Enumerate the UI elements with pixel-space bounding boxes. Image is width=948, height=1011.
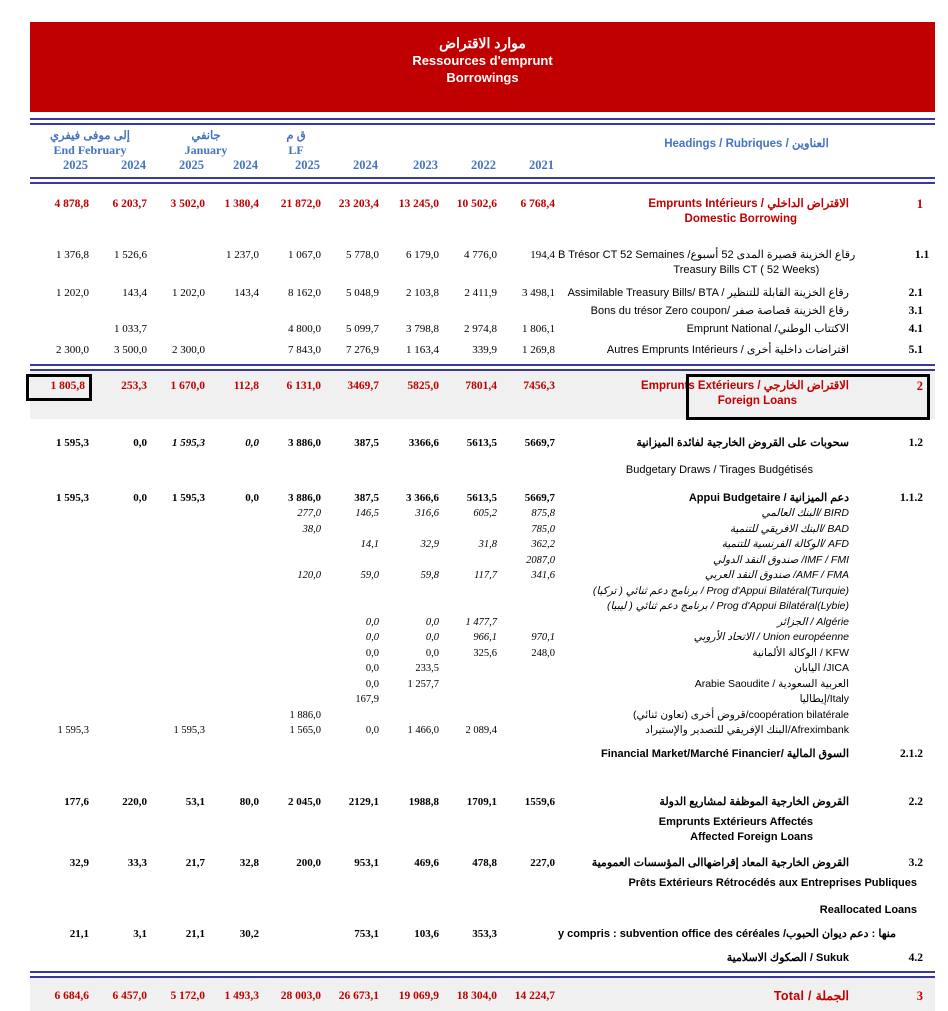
value-cell: 0,0 [365,632,379,643]
row-label-line: الوكالة الفرنسية للتنمية/ AFD [721,538,849,550]
row-label [558,989,855,1004]
value-cell: 233,5 [415,663,439,674]
value-cell: 970,1 [531,632,555,643]
value-cell: 2 300,0 [56,344,89,356]
table-row [30,322,935,337]
headings-label: Headings / Rubriques / العناوين [664,138,829,150]
value-cell: 167,9 [355,694,379,705]
value-cell: 103,6 [414,927,439,940]
value-cell: 2 089,4 [465,725,497,736]
row-number: 1.1 [914,249,930,261]
header-group-lf [262,129,324,157]
value-cell: 1559,6 [524,795,555,808]
year-column-label: 2025 [295,158,320,172]
row-label [558,343,855,358]
row-number: 3 [916,988,923,1003]
divider-rule [30,177,935,184]
table-row [30,646,935,662]
row-label-line: Total / الجملة [773,988,849,1003]
row-label-line: Assimilable Treasury Bills/ BTA / رقاع الخزينة القابلة للتنظير [567,287,849,299]
title-band [30,22,935,112]
row-label [558,692,855,708]
value-cell: 3 798,8 [406,323,439,335]
table-row [30,522,935,538]
title-english: Borrowings [446,70,519,85]
table-row [30,491,935,506]
value-cell: 53,1 [185,795,205,808]
divider-rule [30,971,935,978]
table-row [30,677,935,693]
value-cell: 2 103,8 [406,287,439,299]
value-cell: 10 502,6 [456,198,497,210]
value-cell: 478,8 [472,856,497,869]
row-label-line: Emprunts Extérieurs / الاقتراض الخارجي [641,380,849,392]
value-cell: 1 380,4 [224,198,259,210]
value-cell: 1 163,4 [406,344,439,356]
year-column-label: 2021 [529,158,554,172]
value-cell: 0,0 [365,678,379,690]
row-number: 5.1 [908,344,923,356]
value-cell: 0,0 [425,632,439,643]
value-cell: 4 800,0 [288,323,321,335]
row-number: 3.2 [908,856,923,869]
row-label [558,646,855,662]
value-cell: 13 245,0 [398,198,439,210]
value-cell: 2087,0 [526,554,555,566]
value-cell: 753,1 [354,927,379,940]
value-cell: 120,0 [297,570,321,581]
row-label-line: Treasury Bills CT ( 52 Weeks) [673,264,820,276]
row-label [558,379,855,409]
row-label [558,322,855,337]
value-cell: 353,3 [472,927,497,940]
value-cell: 339,9 [472,344,497,356]
header-group-english: LF [288,143,304,157]
value-cell: 605,2 [473,508,497,519]
row-label [558,677,855,693]
row-label-line: Emprunts Extérieurs Affectés [658,815,813,828]
value-cell: 6 457,0 [112,989,147,1002]
year-column-label: 2024 [233,158,258,172]
row-label-line: Arabie Saoudite / العربية السعودية [694,677,849,690]
value-cell: 1 202,0 [172,287,205,299]
row-label-line: y compris : subvention office des céréales /منها : دعم ديوان الحبوب [558,927,896,940]
row-label-line: الاتحاد الأروبي / Union européenne [693,631,849,643]
row-label-line: البنك الإفريقي للتصدير والإستيراد/Afreximbank [645,724,849,736]
value-cell: 28 003,0 [280,989,321,1002]
value-cell: 3 502,0 [170,198,205,210]
row-label-line: Financial Market/Marché Financier/ السوق المالية [600,747,849,760]
title-french: Ressources d'emprunt [412,53,553,68]
value-cell: 1 595,3 [57,725,89,736]
value-cell: 5 048,9 [346,287,379,299]
table-row [30,951,935,966]
value-cell: 4 878,8 [54,198,89,210]
value-cell: 953,1 [354,856,379,869]
value-cell: 1 886,0 [289,709,321,721]
table-row [30,708,935,724]
value-cell: 23 203,4 [338,198,379,210]
row-number: 4.2 [908,951,923,964]
value-cell: 6 179,0 [406,249,439,261]
value-cell: 3 886,0 [288,492,321,504]
table-row [30,248,935,278]
value-cell: 316,6 [415,508,439,519]
value-cell: 0,0 [133,492,147,504]
value-cell: 6 684,6 [54,989,89,1002]
value-cell: 8 162,0 [288,287,321,299]
value-cell: 7456,3 [523,380,555,392]
value-cell: 5669,7 [524,492,555,504]
value-cell: 0,0 [245,492,259,504]
year-column-label: 2022 [471,158,496,172]
value-cell: 117,7 [474,570,497,581]
year-column-label: 2024 [353,158,378,172]
year-column-label: 2025 [63,158,88,172]
row-label [558,537,855,553]
value-cell: 6 131,0 [286,380,321,392]
table-row [30,304,935,319]
value-cell: 0,0 [365,647,379,659]
row-number: 2 [916,379,923,393]
row-label-line: Bons du trésor Zero coupon/ رقاع الخزينة قصاصة صفر [590,305,849,317]
value-cell: 5669,7 [524,437,555,449]
value-cell: 31,8 [478,539,497,550]
table-row [30,371,935,419]
value-cell: 19 069,9 [398,989,439,1002]
table-row [30,692,935,708]
value-cell: 32,9 [69,856,89,869]
value-cell: 785,0 [531,523,555,535]
value-cell: 200,0 [296,856,321,869]
header-group-english: End February [53,143,127,157]
value-cell: 6 768,4 [520,198,555,210]
value-cell: 18 304,0 [456,989,497,1002]
value-cell: 1 376,8 [56,249,89,261]
value-cell: 0,0 [245,437,259,449]
value-cell: 21,1 [69,927,89,940]
value-cell: 3366,6 [408,437,439,449]
value-cell: 5 778,0 [346,249,379,261]
header-group-january [150,129,262,157]
row-number: 3.1 [908,305,923,317]
value-cell: 1 595,3 [56,437,89,449]
value-cell: 2 974,8 [464,323,497,335]
value-cell: 21,1 [185,927,205,940]
value-cell: 177,6 [64,795,89,808]
row-label [558,506,855,522]
header-group-arabic: جانفي [191,130,221,142]
value-cell: 3 886,0 [288,437,321,449]
value-cell: 7 276,9 [346,344,379,356]
row-label-line: Autres Emprunts Intérieurs / اقتراضات داخلية أخرى [606,344,849,356]
row-label-line: Emprunts Intérieurs / الاقتراض الداخلي [648,198,849,210]
value-cell: 220,0 [122,795,147,808]
year-column-label: 2023 [413,158,438,172]
row-label-line: البنك العالمي/ BIRD [761,507,849,519]
value-cell: 0,0 [365,725,379,736]
row-label-line: صندوق النقد الدولي /IMF / FMI [713,553,849,566]
row-label [558,723,855,739]
row-label [558,568,855,584]
row-label [558,197,855,227]
table-row [30,197,935,227]
value-cell: 7 843,0 [288,344,321,356]
value-cell: 14,1 [360,539,379,550]
value-cell: 5 172,0 [170,989,205,1002]
value-cell: 5613,5 [466,437,497,449]
value-cell: 143,4 [122,287,147,299]
table-row [30,856,935,918]
value-cell: 1 033,7 [114,323,147,335]
table-row [30,584,935,600]
value-cell: 1 595,3 [173,725,205,736]
table-row [30,615,935,631]
value-cell: 469,6 [414,856,439,869]
value-cell: 1709,1 [466,795,497,808]
value-cell: 875,8 [531,508,555,519]
row-label-line: B Trésor CT 52 Semaines /رقاع الخزينة قصيرة المدى 52 أسبوع [558,249,856,261]
value-cell: 32,8 [239,856,259,869]
row-number: 2.1.2 [900,747,923,760]
row-label-line: برنامج دعم ثنائي ( ليبيا) / Prog d'Appui Bilatéral(Lybie) [606,600,849,612]
value-cell: 227,0 [530,856,555,869]
row-number: 1.1.2 [900,492,923,504]
value-cell: 0,0 [425,616,439,628]
row-label [558,630,855,646]
value-cell: 5613,5 [466,492,497,504]
row-label-line: Budgetary Draws / Tirages Budgétisés [625,464,813,476]
table-row [30,537,935,553]
value-cell: 1 466,0 [407,725,439,736]
row-label-line: Reallocated Loans [819,903,917,916]
header-group-arabic: ق م [286,130,306,142]
row-label [558,927,902,942]
row-label [558,584,855,600]
value-cell: 1 493,3 [224,989,259,1002]
row-label [558,795,855,845]
value-cell: 14 224,7 [514,989,555,1002]
value-cell: 59,0 [360,570,379,581]
value-cell: 33,3 [127,856,147,869]
row-label-line: Foreign Loans [717,395,797,407]
row-label [558,248,861,278]
value-cell: 3 366,6 [406,492,439,504]
value-cell: 277,0 [297,508,321,519]
value-cell: 1 526,6 [114,249,147,261]
year-column-label: 2024 [121,158,146,172]
table-row [30,747,935,762]
value-cell: 1 067,0 [288,249,321,261]
row-label [558,708,855,724]
value-cell: 2 411,9 [464,287,497,299]
value-cell: 59,8 [420,570,439,581]
value-cell: 1 805,8 [26,374,92,401]
value-cell: 1 237,0 [226,249,259,261]
row-label-line: الجزائر / Algérie [777,615,849,628]
value-cell: 248,0 [531,647,555,659]
value-cell: 5825,0 [407,380,439,392]
value-cell: 30,2 [239,927,259,940]
table-row [30,978,935,1011]
table-row [30,630,935,646]
value-cell: 341,6 [531,570,555,581]
value-cell: 253,3 [121,380,147,392]
value-cell: 3 498,1 [522,287,555,299]
table-row [30,568,935,584]
row-number: 2.2 [908,795,923,808]
row-label [558,522,855,538]
value-cell: 0,0 [365,663,379,674]
header-group-english: January [184,143,228,157]
row-label-line: صندوق النقد العربي /AMF / FMA [704,569,849,581]
year-column-label: 2025 [179,158,204,172]
column-header [30,125,935,177]
value-cell: 2129,1 [348,795,379,808]
value-cell: 2 300,0 [172,344,205,356]
value-cell: 4 776,0 [464,249,497,261]
value-cell: 7801,4 [465,380,497,392]
value-cell: 3 500,0 [114,344,147,356]
value-cell: 2 045,0 [288,795,321,808]
value-cell: 1 595,3 [56,492,89,504]
row-label [558,491,855,506]
row-label-line: القروض الخارجية الموظفة لمشاريع الدولة [659,795,849,808]
row-label-line: Appui Budgetaire / دعم الميزانية [688,492,849,504]
value-cell: 26 673,1 [338,989,379,1002]
row-label [558,304,855,319]
value-cell: 1 565,0 [289,725,321,736]
row-label-line: برنامج دعم ثنائي ( تركيا) / Prog d'Appui Bilatéral(Turquie) [592,584,849,597]
table-row [30,723,935,739]
row-label-line: الصكوك الاسلامية / Sukuk [726,951,849,964]
row-label [558,553,855,569]
row-label [558,747,855,762]
value-cell: 3469,7 [347,380,379,392]
divider-rule [30,364,935,371]
row-label-line: سحوبات على القروض الخارجية لفائدة الميزانية [636,437,849,449]
value-cell: 1 477,7 [465,616,497,628]
row-number: 1 [916,197,923,211]
value-cell: 32,9 [420,539,439,550]
row-number: 2.1 [908,287,923,299]
table-row [30,599,935,615]
value-cell: 362,2 [531,539,555,550]
row-label [558,436,855,478]
value-cell: 80,0 [239,795,259,808]
row-label-line: Emprunt National /الاكتتاب الوطني [686,323,849,335]
value-cell: 146,5 [355,508,379,519]
value-cell: 1988,8 [408,795,439,808]
row-label-line: قروض أخرى (تعاون ثنائي)/coopération bilatérale [632,708,849,721]
row-label [558,286,855,301]
value-cell: 194,4 [530,249,555,261]
table-body [30,197,935,1011]
table-row [30,927,935,942]
row-label [558,615,855,631]
value-cell: 21,7 [185,856,205,869]
row-number: 4.1 [908,323,923,335]
row-label-line: Prêts Extérieurs Rétrocédés aux Entreprises Publiques [628,876,917,889]
value-cell: 38,0 [302,523,321,535]
row-label [558,951,855,966]
header-group-end-february [30,129,150,157]
table-row [30,661,935,677]
row-label-line: القروض الخارجية المعاد إقراضهاالى المؤسسات العمومية [591,856,849,869]
table-row [30,553,935,569]
value-cell: 0,0 [365,616,379,628]
table-row [30,343,935,358]
value-cell: 1 257,7 [407,678,439,690]
value-cell: 387,5 [354,492,379,504]
value-cell: 3,1 [133,927,147,940]
value-cell: 1 806,1 [522,323,555,335]
title-arabic: موارد الاقتراض [439,35,526,51]
value-cell: 1 269,8 [522,344,555,356]
value-cell: 0,0 [133,437,147,449]
row-label-line: إيطاليا/Italy [799,693,849,705]
value-cell: 6 203,7 [112,198,147,210]
row-label-line: الوكالة الألمانية / KFW [752,646,849,659]
value-cell: 325,6 [473,647,497,659]
table-row [30,436,935,478]
value-cell: 1 595,3 [172,437,205,449]
row-label-line: Domestic Borrowing [684,213,797,225]
table-row [30,286,935,301]
divider-rule [30,118,935,125]
value-cell: 1 670,0 [170,380,205,392]
row-number: 1.2 [908,437,923,449]
header-group-arabic: إلى موفى فيفري [50,130,130,142]
value-cell: 143,4 [234,287,259,299]
value-cell: 21 872,0 [280,198,321,210]
value-cell: 387,5 [354,437,379,449]
value-cell: 112,8 [233,380,259,392]
table-row [30,506,935,522]
row-label [558,661,855,677]
row-label [558,599,855,615]
value-cell: 5 099,7 [346,323,379,335]
value-cell: 1 595,3 [172,492,205,504]
value-cell: 966,1 [473,632,497,643]
row-label-line: البنك الافريقي للتنمية/ BAD [729,522,849,535]
value-cell: 1 202,0 [56,287,89,299]
table-row [30,795,935,845]
value-cell: 0,0 [425,647,439,659]
row-label-line: اليابان /JICA [794,662,849,674]
row-label-line: Affected Foreign Loans [690,830,813,843]
